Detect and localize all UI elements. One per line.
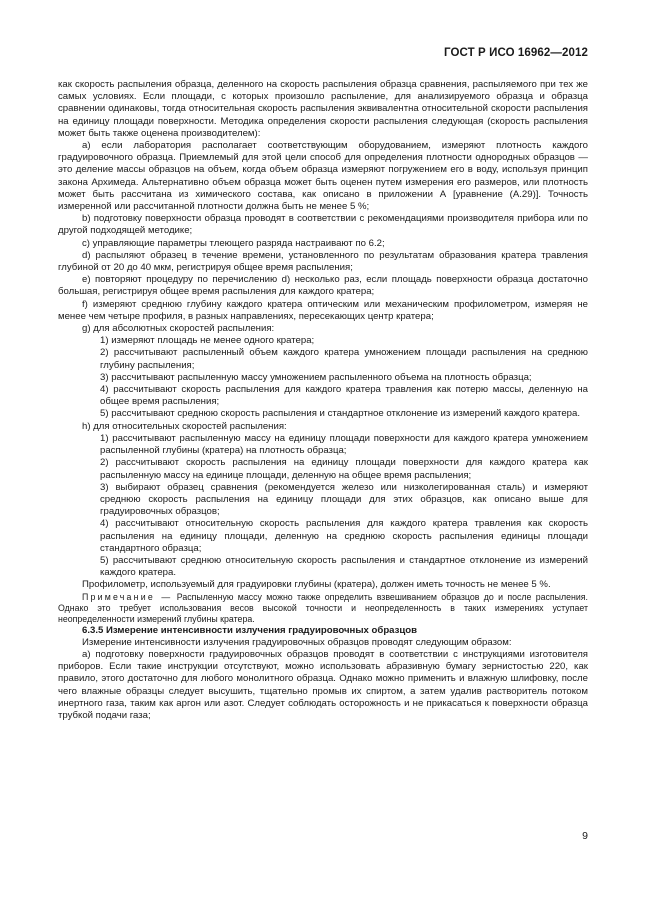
item-h-sub-5: 5) рассчитывают среднюю относительную скорость распыления и стандартное отклонение из измерений каждого кратера. [100,554,588,579]
section-heading: 6.3.5 Измерение интенсивности излучения градуировочных образцов [82,624,418,636]
note-label: Примечание — [82,591,173,602]
page-number: 9 [582,830,588,842]
section-intro: Измерение интенсивности излучения градуировочных образцов проводят следующим образом: [82,636,512,648]
item-b: b) подготовку поверхности образца проводят в соответствии с рекомендациями производителя прибора или по другой подходящей методике; [58,213,588,237]
page-content [58,79,588,722]
standard-header: ГОСТ Р ИСО 16962—2012 [443,47,588,59]
item-g-sub-1: 1) измеряют площадь не менее одного кратера; [100,335,315,347]
item-g: g) для абсолютных скоростей распыления: [82,323,275,335]
item-d: d) распыляют образец в течение времени, установленного по результатам образования кратера травления глубиной от 20 до 40 мкм, регистрируя общее время распыления; [58,249,588,274]
item-g-sub-5: 5) рассчитывают среднюю скорость распыления и стандартное отклонение из измерений каждого кратера. [100,408,581,420]
section-item-a: а) подготовку поверхности градуировочных образцов проводят в соответствии с инструкциями изготовителя приборов. Если такие инструкции отсутствуют, можно использовать абразивную бумагу зернистостью 220, как правило, этого достаточно для любого монолитного образца. Однако можно применить и влажную шлифовку, после чего влажные образцы следует высушить, тщательно промыв их спиртом, а затем удалив растворитель потоком инертного газа, таким как аргон или азот. Следует соблюдать осторожность и не прикасаться к поверхности образца трубкой подачи газа; [58,648,588,721]
item-g-sub-3: 3) рассчитывают распыленную массу умножением распыленного объема на плотность образца; [100,371,532,383]
item-g-sub-4: 4) рассчитывают скорость распыления для каждого кратера травления как потерю массы, деленную на общее время распыления; [100,384,588,408]
note-text: Распыленную массу можно также определить взвешиванием образцов до и после распыления. Однако это требует использования весов высокой точности и неопределенность в таких измерениях уступает неопределенности измерений глубины кратера. [58,591,588,624]
profilometer-paragraph: Профилометр, используемый для градуировки глубины (кратера), должен иметь точность не менее 5 %. [82,579,551,591]
item-g-sub-2: 2) рассчитывают распыленный объем каждого кратера умножением площади распыления на среднюю глубину распыления; [100,347,588,371]
item-h-sub-3: 3) выбирают образец сравнения (рекомендуется железо или низколегированная сталь) и измеряют среднюю скорость распыления на единицу площади для этих образцов, как описано выше для градуировочных образцов; [100,481,588,518]
item-h-sub-4: 4) рассчитывают относительную скорость распыления для каждого кратера травления как скорость распыления на единицу площади, деленную на среднюю скорость распыления единицы площади стандартного образца; [100,518,588,554]
note-paragraph [58,592,588,625]
item-c: с) управляющие параметры тлеющего разряда настраивают по 6.2; [82,237,385,249]
item-h: h) для относительных скоростей распыления: [82,420,287,432]
item-h-sublist [58,433,588,579]
item-g-sublist [58,335,588,420]
intro-paragraph: как скорость распыления образца, деленного на скорость распыления образца сравнения, распыляемого при тех же самых условиях. Если площади, с которых произошло распыление, для анализируемого образца и образца сравнении одинаковы, тогда относительная скорость распыления эквивалентна относительной скорости распыления на единицу площади поверхности. Методика определения скорости распыления следующая (скорость распыления может быть также оценена производителем): [58,79,588,139]
item-a: а) если лаборатория располагает соответствующим оборудованием, измеряют плотность каждого градуировочного образца. Приемлемый для этой цели способ для определения плотности однородных образцов — это деление массы образцов на объем, когда объем образца измеряют погружением его в воду, используя принцип закона Архимеда. Альтернативно объем образца может быть оценен путем измерения его размеров, или плотность может быть рассчитана из химического состава, как описано в приложении А [уравнение (А.29)]. Точность измеренной или рассчитанной плотности должна быть не менее 5 %; [58,140,588,213]
item-h-sub-2: 2) рассчитывают скорость распыления на единицу площади поверхности для каждого кратера как распыленную массу на единице площади, деленную на общее время распыления; [100,457,588,481]
item-h-sub-1: 1) рассчитывают распыленную массу на единицу площади поверхности для каждого кратера умножением распыленной глубины (кратера) на плотность образца; [100,432,588,457]
item-f: f) измеряют среднюю глубину каждого кратера оптическим или механическим профилометром, измеряя не менее чем четыре профиля, в разных направлениях, пересекающих центр кратера; [58,298,588,322]
item-e: е) повторяют процедуру по перечислению d) несколько раз, если площадь поверхности образца достаточно большая, регистрируя общее время распыления для каждого кратера; [58,274,588,298]
